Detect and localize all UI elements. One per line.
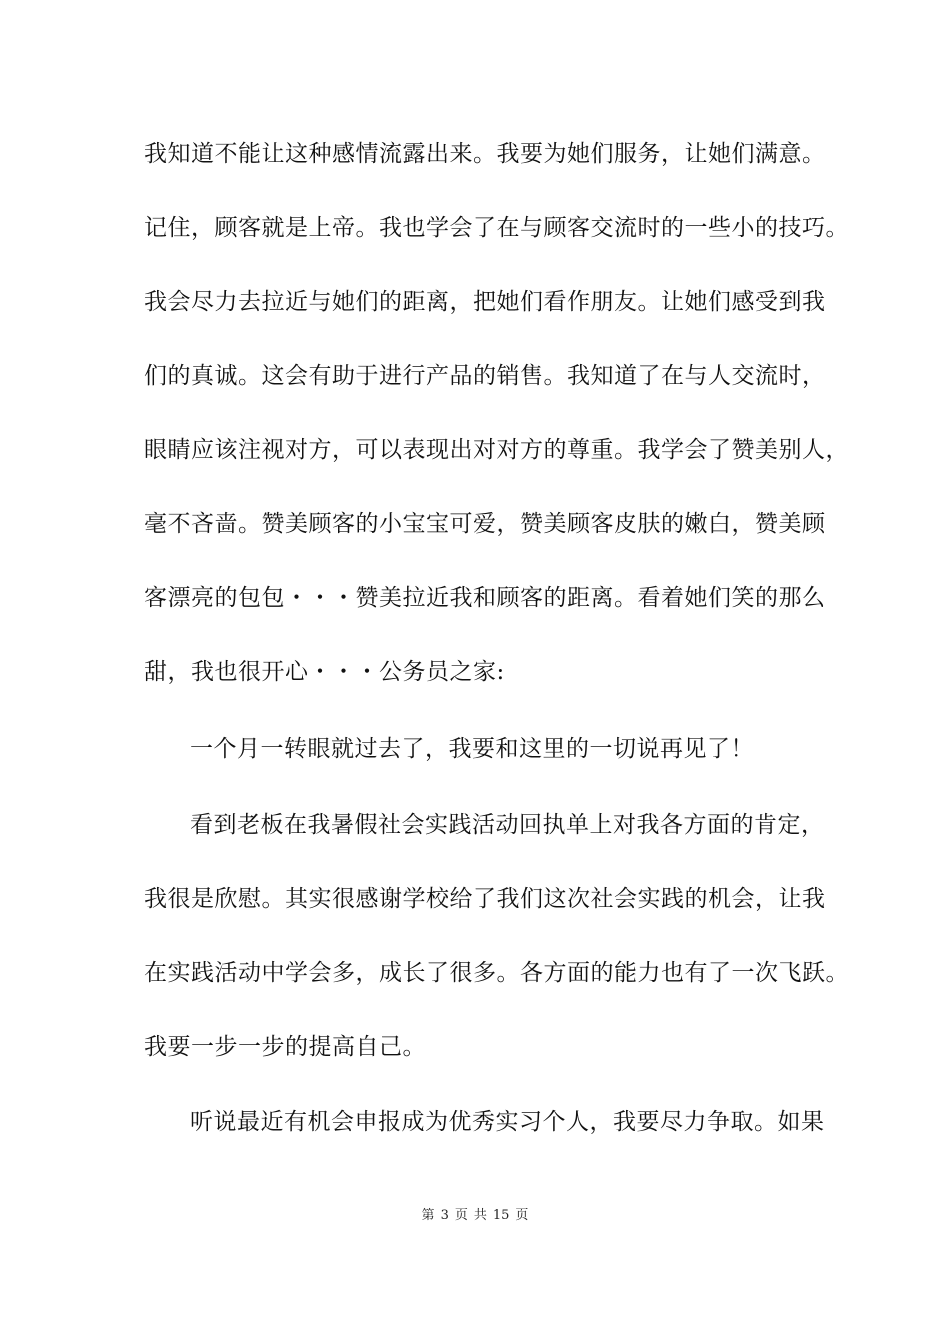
text-line-10: 看到老板在我暑假社会实践活动回执单上对我各方面的肯定， xyxy=(190,812,825,838)
text-line-4: 们的真诚。这会有助于进行产品的销售。我知道了在与人交流时， xyxy=(144,363,826,389)
text-line-12: 在实践活动中学会多，成长了很多。各方面的能力也有了一次飞跃。 xyxy=(144,960,849,986)
text-line-13: 我要一步一步的提高自己。 xyxy=(144,1034,426,1060)
page-number-footer xyxy=(0,1207,950,1225)
footer-suffix: 页 xyxy=(515,1208,529,1223)
footer-total-pages: 15 xyxy=(492,1208,510,1223)
text-line-7: 客漂亮的包包・・・赞美拉近我和顾客的距离。看着她们笑的那么 xyxy=(144,585,826,611)
text-line-6: 毫不吝啬。赞美顾客的小宝宝可爱，赞美顾客皮肤的嫩白，赞美顾 xyxy=(144,511,826,537)
footer-page-word: 页 xyxy=(454,1208,468,1223)
footer-current-page: 3 xyxy=(440,1208,449,1223)
text-line-9: 一个月一转眼就过去了，我要和这里的一切说再见了！ xyxy=(190,736,754,762)
footer-prefix: 第 xyxy=(421,1208,435,1223)
footer-total-word: 共 xyxy=(473,1208,487,1223)
text-line-1: 我知道不能让这种感情流露出来。我要为她们服务，让她们满意。 xyxy=(144,141,826,167)
text-line-8: 甜，我也很开心・・・公务员之家: xyxy=(144,659,505,685)
text-line-14: 听说最近有机会申报成为优秀实习个人，我要尽力争取。如果 xyxy=(190,1109,825,1135)
text-line-5: 眼睛应该注视对方，可以表现出对对方的尊重。我学会了赞美别人， xyxy=(144,437,849,463)
text-line-2: 记住，顾客就是上帝。我也学会了在与顾客交流时的一些小的技巧。 xyxy=(144,215,849,241)
text-line-11: 我很是欣慰。其实很感谢学校给了我们这次社会实践的机会，让我 xyxy=(144,886,826,912)
text-line-3: 我会尽力去拉近与她们的距离，把她们看作朋友。让她们感受到我 xyxy=(144,289,826,315)
